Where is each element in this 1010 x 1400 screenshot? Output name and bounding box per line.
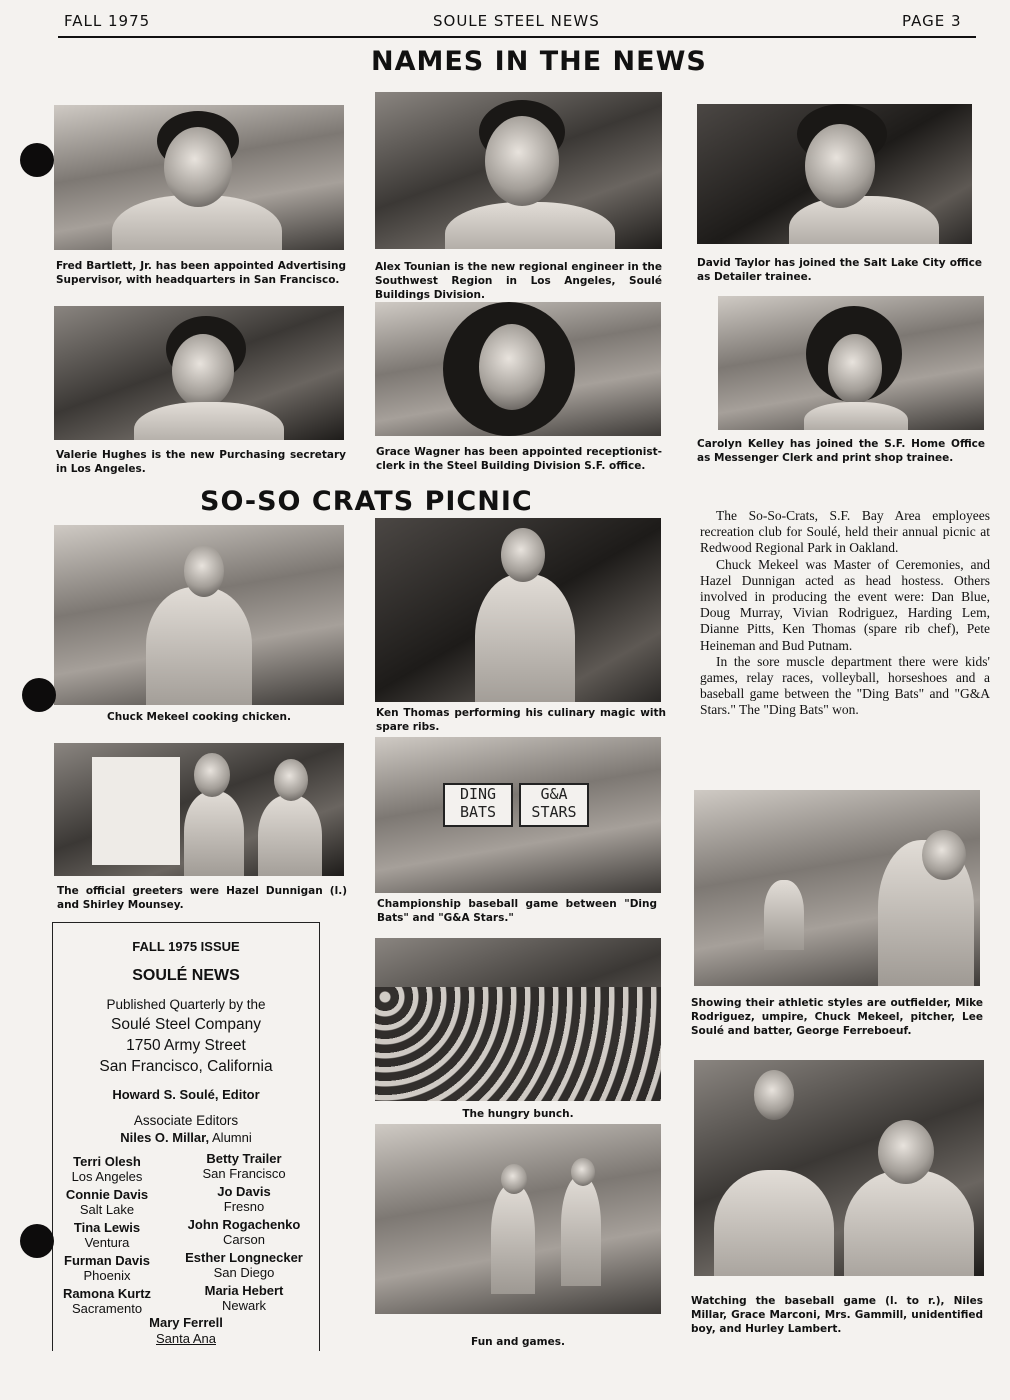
names-banner: NAMES IN THE NEWS bbox=[371, 46, 707, 77]
editor-name: Tina Lewis bbox=[73, 1220, 141, 1235]
sign-ga-stars: G&A STARS bbox=[519, 783, 589, 827]
caption-kelley: Carolyn Kelley has joined the S.F. Home Office as Messenger Clerk and print shop trainee. bbox=[697, 438, 985, 464]
editor-name: John Rogachenko bbox=[187, 1217, 301, 1232]
editor-name: Maria Hebert bbox=[204, 1283, 284, 1298]
punch-hole bbox=[20, 1224, 54, 1258]
photo-championship bbox=[375, 737, 661, 893]
masthead-left-column bbox=[47, 1154, 167, 1319]
masthead-published: Published Quarterly by the bbox=[106, 997, 266, 1012]
editor-name: Terri Olesh bbox=[73, 1154, 141, 1169]
editor-city: Los Angeles bbox=[71, 1169, 143, 1184]
masthead-editor: Howard S. Soulé, Editor bbox=[112, 1087, 260, 1102]
punch-hole bbox=[22, 678, 56, 712]
caption-athletic: Showing their athletic styles are outfielder, Mike Rodriguez, umpire, Chuck Mekeel, pitcher, Lee Soulé and batter, George Ferreboeuf. bbox=[691, 997, 983, 1037]
editor-city: Salt Lake bbox=[79, 1202, 135, 1217]
caption-wagner: Grace Wagner has been appointed receptionist-clerk in the Steel Building Division S.F. office. bbox=[376, 446, 662, 472]
editor-city: Phoenix bbox=[83, 1268, 131, 1283]
caption-hungry: The hungry bunch. bbox=[462, 1108, 574, 1120]
masthead-alumni bbox=[53, 1130, 319, 1145]
masthead-street: 1750 Army Street bbox=[126, 1037, 246, 1054]
article-paragraph: Chuck Mekeel was Master of Ceremonies, and Hazel Dunnigan acted as head hostess. Others involved in producing the event were: Dan Blue, Doug Murray, Vivian Rodriguez, Harding Lem, Dianne Pitts, Ken Thomas (spare rib chef), Pete Heineman and Bud Putnam. bbox=[700, 556, 990, 653]
photo-hungry-bunch bbox=[375, 938, 661, 1101]
masthead-last-city: Santa Ana bbox=[156, 1331, 216, 1346]
editor-city: Newark bbox=[221, 1298, 267, 1313]
alumni-label: Alumni bbox=[212, 1130, 252, 1145]
photo-wagner bbox=[375, 302, 661, 436]
article-paragraph: The So-So-Crats, S.F. Bay Area employees recreation club for Soulé, held their annual picnic at Redwood Regional Park in Oakland. bbox=[700, 508, 990, 556]
editor-city: San Francisco bbox=[202, 1166, 286, 1181]
editor-city: San Diego bbox=[213, 1265, 275, 1280]
photo-thomas-ribs bbox=[375, 518, 661, 702]
article-paragraph: In the sore muscle department there were kids' games, relay races, volleyball, horseshoes and a baseball game between the "Ding Bats" and "G&A Stars." The "Ding Bats" won. bbox=[700, 653, 990, 718]
masthead-box bbox=[52, 922, 320, 1351]
photo-mekeel-cooking bbox=[54, 525, 344, 705]
photo-tounian bbox=[375, 92, 662, 249]
caption-greeters: The official greeters were Hazel Dunnigan (l.) and Shirley Mounsey. bbox=[57, 885, 347, 911]
photo-greeters bbox=[54, 743, 344, 876]
masthead-title: SOULÉ NEWS bbox=[132, 967, 240, 984]
punch-hole bbox=[20, 143, 54, 177]
photo-taylor bbox=[697, 104, 972, 244]
masthead-city: San Francisco, California bbox=[99, 1058, 273, 1075]
editor-name: Esther Longnecker bbox=[185, 1250, 303, 1265]
editor-name: Jo Davis bbox=[217, 1184, 271, 1199]
editor-city: Sacramento bbox=[71, 1301, 143, 1316]
caption-taylor: David Taylor has joined the Salt Lake City office as Detailer trainee. bbox=[697, 257, 982, 283]
alumni-name: Niles O. Millar, bbox=[120, 1130, 210, 1145]
editor-city: Ventura bbox=[84, 1235, 130, 1250]
caption-championship: Championship baseball game between "Ding Bats" and "G&A Stars." bbox=[377, 898, 657, 924]
masthead-company: Soulé Steel Company bbox=[111, 1016, 261, 1033]
editor-name: Ramona Kurtz bbox=[62, 1286, 152, 1301]
header-rule bbox=[58, 36, 976, 38]
photo-bartlett bbox=[54, 105, 344, 250]
photo-watching bbox=[694, 1060, 984, 1276]
photo-hughes bbox=[54, 306, 344, 440]
editor-city: Fresno bbox=[223, 1199, 265, 1214]
header-page: PAGE 3 bbox=[902, 12, 962, 30]
caption-hughes: Valerie Hughes is the new Purchasing secretary in Los Angeles. bbox=[56, 449, 346, 475]
editor-name: Connie Davis bbox=[65, 1187, 149, 1202]
sign-ding-bats: DING BATS bbox=[443, 783, 513, 827]
editor-name: Betty Trailer bbox=[206, 1151, 282, 1166]
editor-city: Carson bbox=[223, 1232, 265, 1247]
masthead-last-name: Mary Ferrell bbox=[149, 1315, 223, 1330]
header-title: SOULE STEEL NEWS bbox=[433, 12, 600, 30]
photo-fun-games bbox=[375, 1124, 661, 1314]
photo-kelley bbox=[718, 296, 984, 430]
picnic-article bbox=[700, 508, 990, 719]
photo-athletic bbox=[694, 790, 980, 986]
caption-watching: Watching the baseball game (l. to r.), Niles Millar, Grace Marconi, Mrs. Gammill, unidentified boy, and Hurley Lambert. bbox=[691, 1295, 983, 1335]
caption-bartlett: Fred Bartlett, Jr. has been appointed Advertising Supervisor, with headquarters in San Francisco. bbox=[56, 260, 346, 286]
caption-mekeel: Chuck Mekeel cooking chicken. bbox=[107, 711, 291, 723]
caption-thomas: Ken Thomas performing his culinary magic with spare ribs. bbox=[376, 707, 666, 733]
masthead-associate: Associate Editors bbox=[133, 1113, 239, 1128]
header-issue: FALL 1975 bbox=[64, 12, 151, 30]
masthead-right-column bbox=[179, 1151, 309, 1316]
picnic-banner: SO-SO CRATS PICNIC bbox=[200, 486, 533, 517]
caption-fun: Fun and games. bbox=[471, 1336, 565, 1348]
editor-name: Furman Davis bbox=[64, 1253, 150, 1268]
caption-tounian: Alex Tounian is the new regional engineer in the Southwest Region in Los Angeles, Soulé Buildings Division. bbox=[375, 261, 662, 301]
masthead-issue: FALL 1975 ISSUE bbox=[132, 939, 240, 954]
